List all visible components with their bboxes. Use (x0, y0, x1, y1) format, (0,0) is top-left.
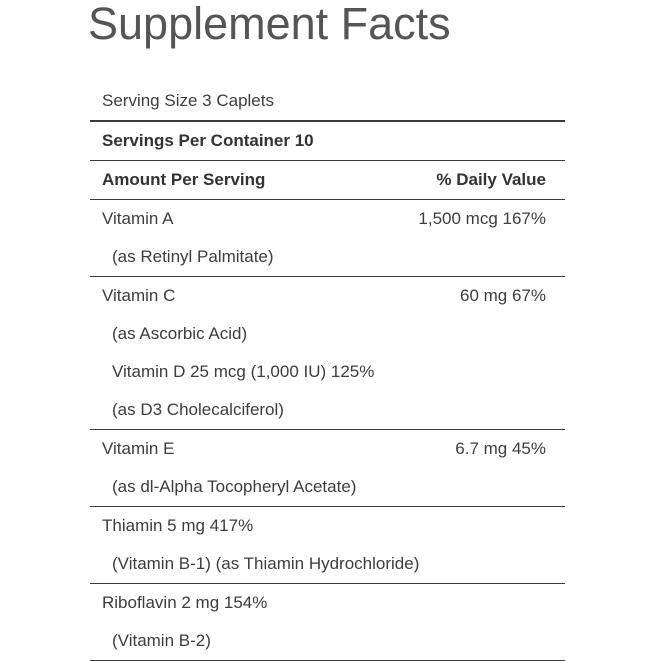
daily-value-header: % Daily Value (436, 170, 546, 189)
nutrient-name: Vitamin C (102, 286, 176, 305)
nutrient-source: (Vitamin B-1) (as Thiamin Hydrochloride) (112, 554, 420, 573)
amount-per-serving-header: Amount Per Serving (102, 170, 266, 189)
nutrient-source: (Vitamin B-2) (112, 631, 211, 650)
nutrient-name: Vitamin A (102, 209, 174, 228)
nutrient-row-vitamin-e (90, 430, 565, 468)
nutrient-source-riboflavin (90, 622, 565, 660)
nutrient-row-thiamin (90, 507, 565, 545)
nutrient-source-vitamin-a (90, 238, 565, 276)
nutrient-source: (as Ascorbic Acid) (112, 324, 248, 343)
table-header-row (90, 161, 565, 199)
page-title: Supplement Facts (88, 0, 451, 49)
nutrient-row-vitamin-d (90, 353, 565, 391)
servings-per-container-row (90, 122, 565, 160)
nutrient-line: Thiamin 5 mg 417% (102, 516, 254, 535)
nutrient-value: 6.7 mg 45% (455, 439, 546, 458)
nutrient-row-vitamin-a (90, 200, 565, 238)
nutrient-name: Vitamin E (102, 439, 175, 458)
nutrient-row-vitamin-c (90, 277, 565, 315)
servings-per-container-label: Servings Per Container 10 (102, 131, 314, 150)
nutrient-row-riboflavin (90, 584, 565, 622)
nutrient-source: (as Retinyl Palmitate) (112, 247, 274, 266)
nutrient-line: Riboflavin 2 mg 154% (102, 593, 268, 612)
nutrient-value: 1,500 mcg 167% (418, 209, 546, 228)
nutrient-source-vitamin-e (90, 468, 565, 506)
nutrient-value: 60 mg 67% (460, 286, 546, 305)
nutrient-source-thiamin (90, 545, 565, 583)
serving-size-row (90, 82, 565, 120)
nutrient-source: (as D3 Cholecalciferol) (112, 400, 284, 419)
nutrient-source: (as dl-Alpha Tocopheryl Acetate) (112, 477, 357, 496)
nutrient-source-vitamin-d (90, 391, 565, 429)
supplement-facts-panel (90, 82, 565, 661)
nutrient-line: Vitamin D 25 mcg (1,000 IU) 125% (112, 362, 375, 381)
serving-size-label: Serving Size 3 Caplets (102, 91, 274, 110)
nutrient-source-vitamin-c (90, 315, 565, 353)
